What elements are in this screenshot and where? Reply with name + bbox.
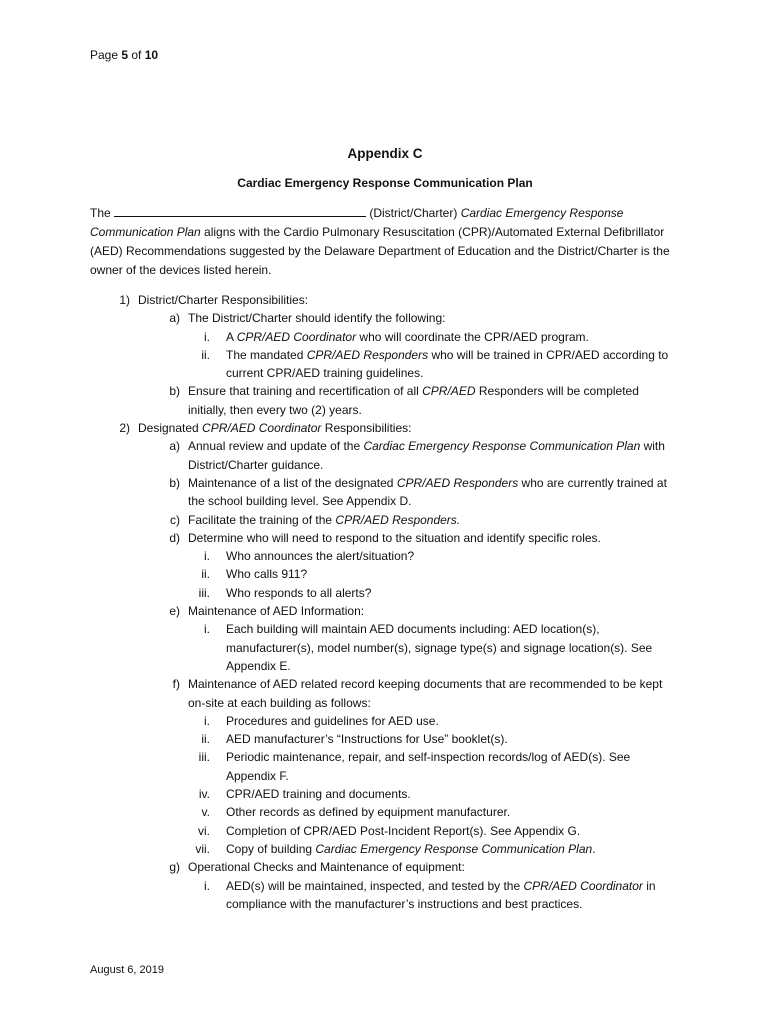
list-item: i. Each building will maintain AED documents including: AED location(s), manufacturer(s), model number(s), signage type(s) and signage location(s). See Appendix E. [204,622,653,673]
list-item: iv. CPR/AED training and documents. [198,787,411,802]
page-subtitle: Cardiac Emergency Response Communication Plan [237,176,533,190]
district-name-blank [114,205,366,217]
responsibilities-list [90,291,680,913]
list-item: iii. Who responds to all alerts? [198,585,372,600]
list-item: c) Facilitate the training of the CPR/AED Responders. [170,512,461,527]
list-item: i. Who announces the alert/situation? [204,549,415,564]
list-item: ii. The mandated CPR/AED Responders who will be trained in CPR/AED according to current CPR/AED training guidelines. [201,347,669,381]
footer-date: August 6, 2019 [90,964,165,976]
list-item: iii. Periodic maintenance, repair, and self-inspection records/log of AED(s). See Appendix F. [198,750,631,783]
list-item: i. AED(s) will be maintained, inspected, and tested by the CPR/AED Coordinator in compliance with the manufacturer’s instructions and best practices. [204,878,656,911]
list-item: 1) District/Charter Responsibilities: [119,293,309,307]
page-title: Appendix C [347,146,423,161]
page-number: Page 5 of 10 [90,48,159,62]
list-item: i. Procedures and guidelines for AED use. [204,713,439,728]
list-item: vi. Completion of CPR/AED Post-Incident Report(s). See Appendix G. [198,823,581,838]
list-item: f) Maintenance of AED related record keeping documents that are recommended to be kept on-site at each building as follows: [172,677,663,710]
list-item: a) The District/Charter should identify the following: [169,311,446,326]
list-item: b) Maintenance of a list of the designated CPR/AED Responders who are currently trained at the school building level. See Appendix D. [169,475,667,509]
intro-paragraph: The (District/Charter) Cardiac Emergency Response Communication Plan aligns with the Cardio Pulmonary Resuscitation (CPR)/Automated External Defibrillator (AED) Recommendations suggested by the Delaware Department of Education and the District/Charter is the owner of the devices listed herein. [90,206,670,277]
list-item: e) Maintenance of AED Information: [169,604,365,619]
list-item: v. Other records as defined by equipment manufacturer. [201,805,511,820]
list-item: ii. AED manufacturer’s “Instructions for Use” booklet(s). [201,732,508,747]
list-item: 2) Designated CPR/AED Coordinator Responsibilities: [119,421,412,436]
list-item: vii. Copy of building Cardiac Emergency Response Communication Plan. [195,841,596,856]
list-item: g) Operational Checks and Maintenance of equipment: [169,860,465,875]
list-item: b) Ensure that training and recertification of all CPR/AED Responders will be completed initially, then every two (2) years. [169,384,639,417]
list-item: d) Determine who will need to respond to the situation and identify specific roles. [169,530,601,545]
list-item: i. A CPR/AED Coordinator who will coordinate the CPR/AED program. [204,329,589,344]
list-item: a) Annual review and update of the Cardiac Emergency Response Communication Plan with District/Charter guidance. [169,439,665,472]
list-item: ii. Who calls 911? [201,567,308,582]
